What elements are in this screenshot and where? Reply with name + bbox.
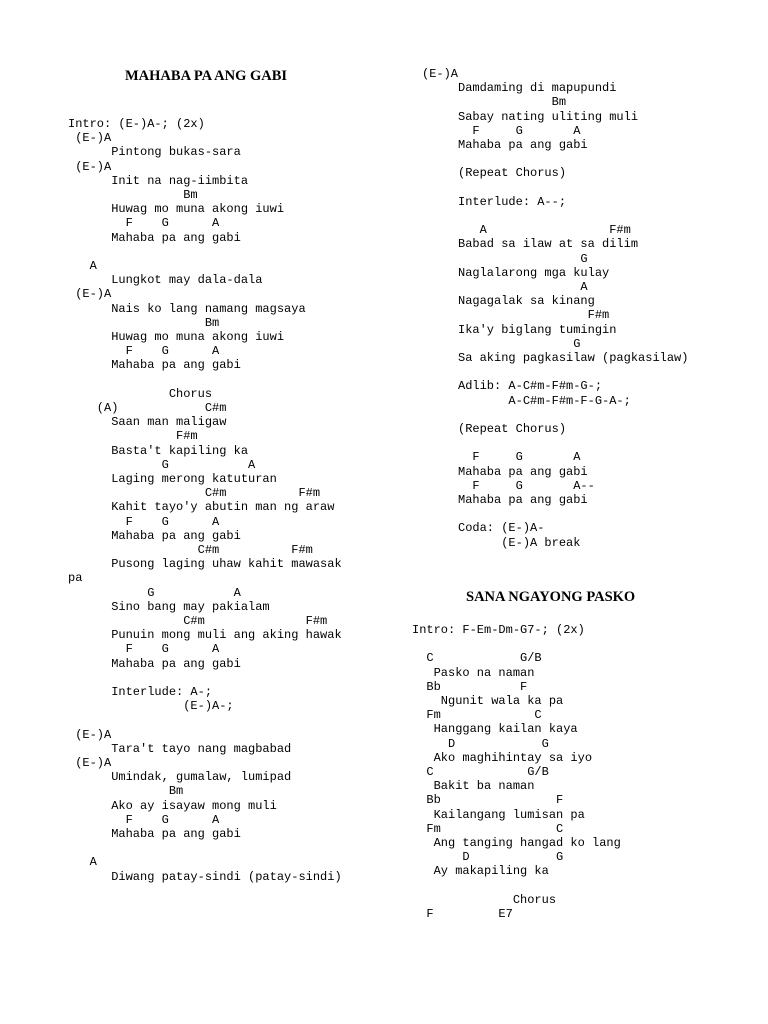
lyric-line: Sabay nating uliting muli bbox=[422, 109, 639, 124]
lyric-line: Bm bbox=[68, 188, 198, 202]
lyric-line: (E-)A bbox=[68, 756, 112, 770]
lyric-line: Intro: (E-)A-; (2x) bbox=[68, 117, 205, 131]
lyric-line: Ang tanging hangad ko lang bbox=[412, 836, 621, 850]
lyric-line: Interlude: A--; bbox=[422, 194, 567, 209]
lyric-line: Interlude: A-; bbox=[68, 685, 213, 699]
lyric-line: A bbox=[68, 855, 97, 870]
lyric-line: Kahit tayo'y abutin man ng araw bbox=[68, 500, 335, 515]
lyric-line: Ngunit wala ka pa bbox=[412, 694, 564, 708]
lyric-line: (E-)A bbox=[68, 159, 112, 174]
lyric-line: Nais ko lang namang magsaya bbox=[68, 301, 306, 316]
lyric-line: Bb F bbox=[412, 793, 564, 808]
lyric-line: (E-)A bbox=[68, 287, 112, 302]
lyric-line: F G A bbox=[68, 344, 220, 359]
lyric-line: D G bbox=[412, 736, 549, 751]
lyric-line: F#m bbox=[422, 308, 610, 323]
lyric-line: G bbox=[422, 251, 588, 266]
lyric-line: Hanggang kailan kaya bbox=[412, 722, 578, 737]
lyric-line: Mahaba pa ang gabi bbox=[68, 656, 241, 671]
lyric-line: Tara't tayo nang magbabad bbox=[68, 741, 292, 756]
lyric-line: F G A bbox=[68, 514, 220, 529]
lyric-line: pa bbox=[68, 571, 83, 586]
lyric-line: Babad sa ilaw at sa dilim bbox=[422, 237, 639, 252]
lyric-line: Adlib: A-C#m-F#m-G-; bbox=[422, 379, 603, 394]
lyric-line: Ako maghihintay sa iyo bbox=[412, 750, 593, 765]
lyric-line: Bm bbox=[422, 95, 567, 110]
lyric-line: G A bbox=[68, 457, 256, 472]
lyric-line: C G/B bbox=[412, 651, 542, 666]
lyric-line: Pusong laging uhaw kahit mawasak bbox=[68, 557, 342, 572]
lyric-line: Ako ay isayaw mong muli bbox=[68, 798, 277, 813]
lyric-line: Bakit ba naman bbox=[412, 779, 535, 794]
lyric-line: (E-)A bbox=[422, 67, 459, 81]
lyric-line: Mahaba pa ang gabi bbox=[422, 138, 588, 152]
lyric-line: Bm bbox=[68, 315, 220, 330]
lyric-line: A F#m bbox=[422, 223, 631, 238]
lyric-line: F G A bbox=[68, 216, 220, 231]
lyric-line: (Repeat Chorus) bbox=[422, 422, 567, 436]
lyric-line: C G/B bbox=[412, 765, 549, 779]
lyric-line: Kailangang lumisan pa bbox=[412, 807, 585, 822]
lyric-line: Basta't kapiling ka bbox=[68, 443, 249, 458]
lyric-line: (E-)A break bbox=[422, 535, 581, 550]
lyric-line: A bbox=[422, 280, 588, 294]
lyric-line: Damdaming di mapupundi bbox=[422, 81, 617, 96]
lyric-line: Bm bbox=[68, 784, 184, 799]
lyric-line: Huwag mo muna akong iuwi bbox=[68, 202, 285, 217]
lyric-line: Sa aking pagkasilaw (pagkasilaw) bbox=[422, 351, 689, 365]
lyric-line: (E-)A bbox=[68, 131, 112, 146]
song-title: MAHABA PA ANG GABI bbox=[125, 68, 288, 84]
lyric-line: Mahaba pa ang gabi bbox=[68, 827, 241, 841]
lyric-line: Pasko na naman bbox=[412, 665, 535, 680]
lyric-line: Punuin mong muli ang aking hawak bbox=[68, 628, 342, 643]
lyric-line: Chorus bbox=[68, 386, 213, 401]
lyric-line: Mahaba pa ang gabi bbox=[422, 464, 588, 479]
lyric-line: A-C#m-F#m-F-G-A-; bbox=[422, 393, 631, 408]
lyric-line: F G A bbox=[68, 642, 220, 657]
lyric-line: F G A bbox=[422, 450, 581, 465]
lyric-line: Fm C bbox=[412, 821, 564, 836]
song-title: SANA NGAYONG PASKO bbox=[466, 589, 636, 605]
lyric-line: Mahaba pa ang gabi bbox=[422, 493, 588, 507]
lyric-line: F#m bbox=[68, 429, 198, 444]
lyric-line: Pintong bukas-sara bbox=[68, 145, 241, 160]
lyric-line: Sino bang may pakialam bbox=[68, 599, 270, 614]
lyric-line: Laging merong katuturan bbox=[68, 472, 277, 486]
lyric-line: Mahaba pa ang gabi bbox=[68, 230, 241, 245]
lyric-line: F G A bbox=[422, 123, 581, 138]
lyric-line: Umindak, gumalaw, lumipad bbox=[68, 770, 292, 785]
lyric-line: Chorus bbox=[412, 892, 557, 907]
lyric-line: Mahaba pa ang gabi bbox=[68, 358, 241, 373]
lyric-line: C#m F#m bbox=[68, 543, 313, 557]
lyric-line: Diwang patay-sindi (patay-sindi) bbox=[68, 869, 342, 884]
lyric-line: Nagagalak sa kinang bbox=[422, 294, 595, 309]
lyric-line: C#m F#m bbox=[68, 614, 328, 628]
lyric-line: A bbox=[68, 259, 97, 273]
lyric-line: F G A bbox=[68, 812, 220, 827]
lyric-line: D G bbox=[412, 850, 564, 865]
lyric-line: Intro: F-Em-Dm-G7-; (2x) bbox=[412, 623, 585, 637]
lyric-line: F G A-- bbox=[422, 478, 595, 493]
lyric-line: (E-)A bbox=[68, 727, 112, 742]
lyric-line: F E7 bbox=[412, 907, 513, 921]
lyric-line: G bbox=[422, 336, 581, 351]
lyric-line: Saan man maligaw bbox=[68, 415, 227, 430]
lyric-line: G A bbox=[68, 585, 241, 600]
lyric-line: Ay makapiling ka bbox=[412, 864, 549, 879]
lyric-line: Huwag mo muna akong iuwi bbox=[68, 330, 285, 344]
lyric-line: Init na nag-iimbita bbox=[68, 173, 249, 188]
lyric-line: Coda: (E-)A- bbox=[422, 521, 545, 536]
lyric-line: (A) C#m bbox=[68, 401, 227, 415]
lyric-line: Ika'y biglang tumingin bbox=[422, 322, 617, 337]
lyric-line: Lungkot may dala-dala bbox=[68, 273, 263, 288]
lyric-line: Bb F bbox=[412, 679, 528, 694]
lyric-line: Fm C bbox=[412, 708, 542, 723]
lyric-line: C#m F#m bbox=[68, 486, 321, 501]
lyric-line: (Repeat Chorus) bbox=[422, 166, 567, 181]
lyric-line: Naglalarong mga kulay bbox=[422, 265, 610, 280]
lyric-line: (E-)A-; bbox=[68, 699, 234, 714]
lyric-line: Mahaba pa ang gabi bbox=[68, 528, 241, 543]
